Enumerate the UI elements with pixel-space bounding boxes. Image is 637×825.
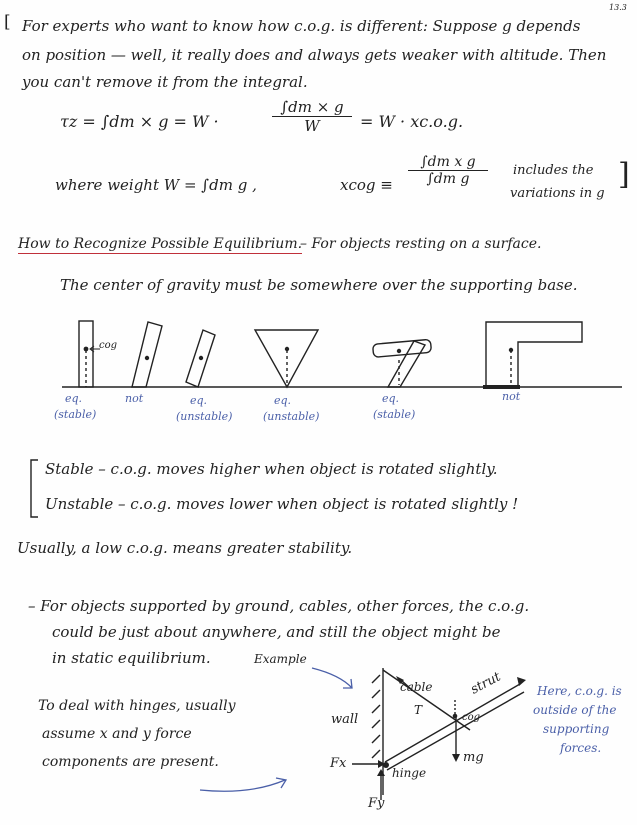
unstable-definition: Unstable – c.o.g. moves lower when object is rotated slightly ! [45,495,519,513]
side-note-2: outside of the [533,703,617,717]
open-bracket: [ [4,12,11,32]
equation-2-weight: where weight W = ∫dm g , [55,176,257,194]
strut-label: strut [468,669,504,698]
hinges-line-2: assume x and y force [42,726,192,742]
l-shape [486,322,582,387]
upright-bar-shape [79,321,93,387]
fig5-label: eq. [382,392,400,405]
cog-label-fig1: cog [99,340,118,351]
supported-line-2: could be just about anywhere, and still the object might be [52,623,501,641]
fig5-sub: (stable) [373,408,416,421]
strut-diagram [352,668,524,800]
cable-label: cable [400,680,433,694]
section-title: How to Recognize Possible Equilibrium. [18,236,303,252]
equation-2-denominator: ∫dm g [426,171,470,187]
supported-line-1: – For objects supported by ground, cables, other forces, the c.o.g. [28,597,530,615]
fig4-label: eq. [274,394,292,407]
hinges-line-3: components are present. [42,754,219,770]
side-note-3: supporting [543,722,610,736]
fx-label: Fx [330,756,347,771]
wall-label: wall [331,712,359,727]
equation-2-xcog: xcog ≡ [340,176,393,194]
intro-line-2: on position — well, it really does and always gets weaker with altitude. Then [22,46,607,64]
section-subtitle: – For objects resting on a surface. [300,236,542,252]
close-bracket: ] [618,157,630,192]
equation-1-rhs: = W · xc.o.g. [360,112,464,131]
fig1-sub: (stable) [54,408,97,421]
example-label: Example [254,652,307,666]
side-note-4: forces. [560,741,602,755]
intro-line-3: you can't remove it from the integral. [22,73,308,91]
equation-1-numerator: ∫dm × g [272,98,352,117]
hinges-line-1: To deal with hinges, usually [38,698,236,714]
intro-line-1: For experts who want to know how c.o.g. is different: Suppose g depends [22,17,581,35]
definitions-bracket [31,460,38,517]
equation-1-denominator: W [304,117,320,135]
stable-definition: Stable – c.o.g. moves higher when object is rotated slightly. [45,460,498,478]
equation-2-numerator: ∫dm x g [408,154,488,171]
side-note-1: Here, c.o.g. is [537,684,622,698]
strut-cog-label: cog [462,712,481,723]
fig3-label: eq. [190,394,208,407]
includes-note-1: includes the [513,163,594,178]
page-number: 13.3 [609,3,627,12]
fig3-sub: (unstable) [176,410,233,423]
cog-dot-1 [84,347,89,352]
section-statement: The center of gravity must be somewhere over the supporting base. [60,276,578,294]
hinge-label: hinge [392,766,427,780]
fig4-sub: (unstable) [263,410,320,423]
mg-label: mg [463,750,484,765]
usually-statement: Usually, a low c.o.g. means greater stability. [17,539,353,557]
fig2-label: not [125,392,144,405]
includes-note-2: variations in g [510,186,605,201]
fig6-label: not [502,390,521,403]
fy-label: Fy [368,796,385,811]
supported-line-3: in static equilibrium. [52,649,211,667]
tension-label: T [414,703,423,717]
equation-1-lhs: τz = ∫dm × g = W · [60,112,219,131]
fig1-label: eq. [65,392,83,405]
tilted-bar-not-shape [132,322,162,387]
